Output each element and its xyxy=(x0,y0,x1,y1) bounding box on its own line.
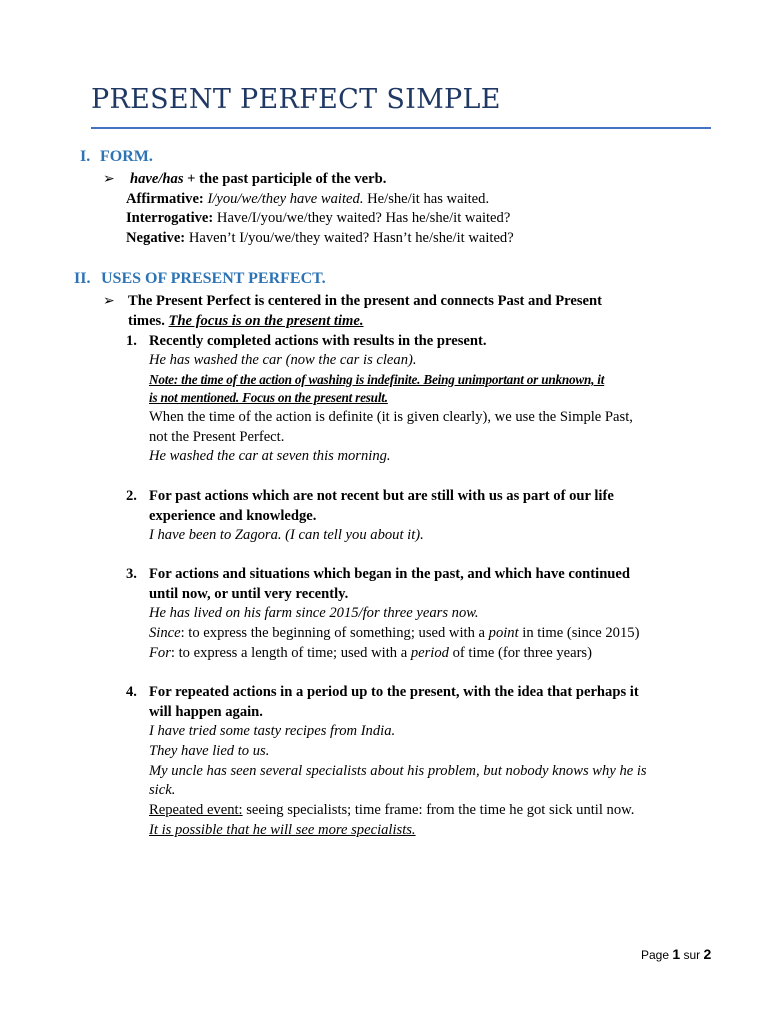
item-1-note-line-1: Note: the time of the action of washing is indefinite. Being unimportant or unknown, it xyxy=(149,372,605,387)
item-1-example: He has washed the car (now the car is clean). xyxy=(149,352,417,368)
arrow-bullet-icon: ➢ xyxy=(103,293,115,309)
form-rule: have/has + the past participle of the verb. xyxy=(130,171,387,187)
item-4-example-2: They have lied to us. xyxy=(149,743,270,759)
item-2-example: I have been to Zagora. (I can tell you about it). xyxy=(149,527,424,543)
list-item-number: 3. xyxy=(126,566,137,582)
list-item-number: 4. xyxy=(126,684,137,700)
list-item-number: 2. xyxy=(126,488,137,504)
affirmative-line: Affirmative: I/you/we/they have waited. He/she/it has waited. xyxy=(126,191,490,207)
item-1-note-line-2: is not mentioned. Focus on the present result. xyxy=(149,390,388,405)
item-4-example-3-line-1: My uncle has seen several specialists about his problem, but nobody knows why he is xyxy=(149,763,647,779)
interrogative-line: Interrogative: Have/I/you/we/they waited? Has he/she/it waited? xyxy=(126,210,511,226)
item-4-example-3-line-2: sick. xyxy=(149,782,176,798)
item-4-example-1: I have tried some tasty recipes from India. xyxy=(149,723,396,739)
item-1-text-line-2: not the Present Perfect. xyxy=(149,429,285,445)
item-3-since-line: Since: to express the beginning of something; used with a point in time (since 2015) xyxy=(149,625,640,641)
arrow-bullet-icon: ➢ xyxy=(103,171,115,187)
item-3-heading-line-2: until now, or until very recently. xyxy=(149,586,349,602)
item-2-heading-line-1: For past actions which are not recent but are still with us as part of our life xyxy=(149,488,614,504)
section-number: I. xyxy=(80,148,91,165)
page-number-footer: Page 1 sur 2 xyxy=(641,946,712,962)
item-3-example: He has lived on his farm since 2015/for three years now. xyxy=(149,605,479,621)
section-title: USES OF PRESENT PERFECT. xyxy=(101,270,326,287)
page-title: PRESENT PERFECT SIMPLE xyxy=(91,84,501,115)
item-1-example-2: He washed the car at seven this morning. xyxy=(149,448,391,464)
current-page: 1 xyxy=(672,946,681,962)
section-uses-heading xyxy=(74,270,326,288)
item-4-possible: It is possible that he will see more specialists. xyxy=(149,822,416,838)
total-pages: 2 xyxy=(703,946,712,962)
uses-intro-line-1: The Present Perfect is centered in the present and connects Past and Present xyxy=(128,293,602,309)
list-item-number: 1. xyxy=(126,333,137,349)
uses-intro-line-2: times. The focus is on the present time. xyxy=(128,313,364,329)
item-4-repeated-event: Repeated event: seeing specialists; time frame: from the time he got sick until now. xyxy=(149,802,635,818)
item-4-heading-line-1: For repeated actions in a period up to the present, with the idea that perhaps it xyxy=(149,684,639,700)
negative-line: Negative: Haven’t I/you/we/they waited? Hasn’t he/she/it waited? xyxy=(126,230,514,246)
section-number: II. xyxy=(74,270,91,287)
section-title: FORM. xyxy=(100,148,153,165)
item-1-text-line-1: When the time of the action is definite (it is given clearly), we use the Simple Past, xyxy=(149,409,633,425)
item-3-for-line: For: to express a length of time; used with a period of time (for three years) xyxy=(149,645,592,661)
item-1-heading: Recently completed actions with results in the present. xyxy=(149,333,487,349)
item-3-heading-line-1: For actions and situations which began in the past, and which have continued xyxy=(149,566,631,582)
title-underline-rule xyxy=(91,127,711,129)
item-4-heading-line-2: will happen again. xyxy=(149,704,263,720)
item-2-heading-line-2: experience and knowledge. xyxy=(149,508,317,524)
section-form-heading xyxy=(80,148,153,166)
